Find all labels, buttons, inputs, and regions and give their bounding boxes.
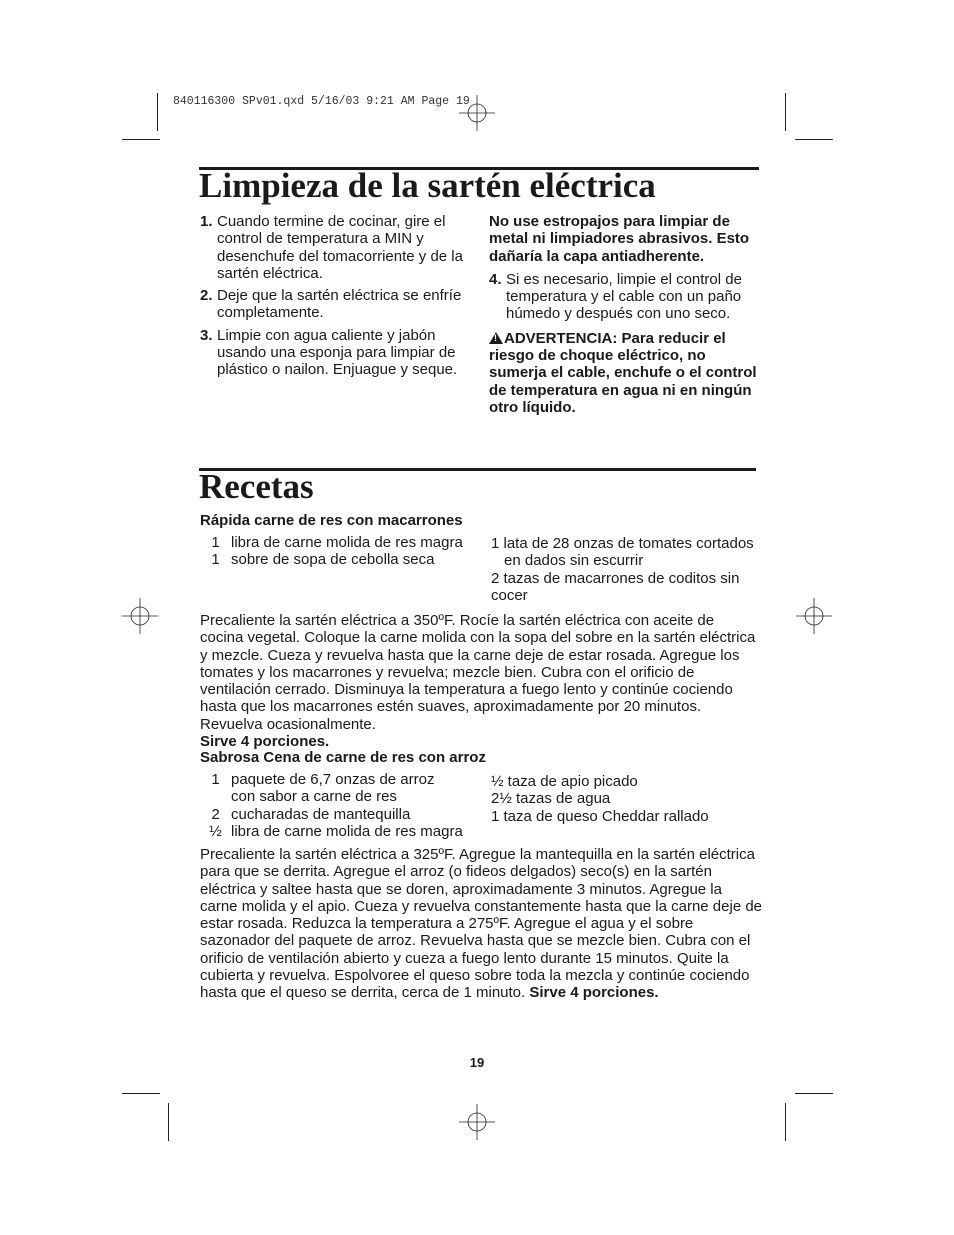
- printer-slug: 840116300 SPv01.qxd 5/16/03 9:21 AM Page 19: [173, 95, 470, 108]
- ingredient-item: ½ taza de apio picado: [491, 773, 638, 790]
- step-item: 4. Si es necesario, limpie el control de temperatura y el cable con un paño húmedo y después con uno seco.: [489, 270, 742, 323]
- ingredient-item: 1 paquete de 6,7 onzas de arroz con sabor a carne de res: [211, 771, 435, 806]
- recipe2-name: Sabrosa Cena de carne de res con arroz: [200, 749, 486, 766]
- registration-mark-icon: [796, 598, 832, 634]
- recipe1-ingredients-left: [200, 534, 475, 569]
- recipe2-serves: Sirve 4 porciones.: [529, 984, 659, 1002]
- registration-mark-icon: [122, 598, 158, 634]
- caution-text: No use estropajos para limpiar de metal ni limpiadores abrasivos. Esto dañaría la capa antiadherente.: [489, 213, 750, 265]
- step-item: 1. Cuando termine de cocinar, gire el control de temperatura a MIN y desenchufe del tomacorriente y de la sartén eléctrica.: [200, 213, 463, 282]
- page-number: 19: [469, 1055, 485, 1070]
- cleaning-title: Limpieza de la sartén eléctrica: [199, 166, 656, 205]
- ingredient-item: 2½ tazas de agua: [491, 790, 611, 808]
- ingredient-item: 1 sobre de sopa de cebolla seca: [211, 551, 435, 569]
- crop-mark: [122, 139, 160, 140]
- recipe1-name: Rápida carne de res con macarrones: [200, 512, 463, 529]
- recipe2-ingredients-right: [491, 773, 761, 825]
- step-item: 3. Limpie con agua caliente y jabón usando una esponja para limpiar de plástico o nailon. Enjuague y seque.: [200, 326, 458, 379]
- step-item: 2. Deje que la sartén eléctrica se enfríe completamente.: [200, 287, 462, 322]
- warning-icon: [489, 332, 503, 344]
- ingredient-item: 1 libra de carne molida de res magra: [211, 534, 463, 551]
- recipe1-serves: Sirve 4 porciones.: [200, 733, 330, 751]
- warning-text: ADVERTENCIA: Para reducir el riesgo de choque eléctrico, no sumerja el cable, enchufe o el control de temperatura en agua ni en ningún otro líquido.: [489, 329, 757, 416]
- recipes-title: Recetas: [199, 467, 314, 506]
- crop-mark: [122, 1093, 160, 1094]
- crop-mark: [795, 1093, 833, 1094]
- crop-mark: [795, 139, 833, 140]
- crop-mark: [168, 1103, 169, 1141]
- recipe2-method: [200, 846, 762, 1002]
- recipe2-method-text: Precaliente la sartén eléctrica a 325ºF. Agregue la mantequilla en la sartén eléctrica para que se derrita. Agregue el arroz (o fideos delgados) seco(s) en la sartén eléctrica y saltee hasta que se doren, aproximadamente 3 minutos. Agregue la carne molida y el apio. Cueza y revuelva constantemente hasta que la carne deje de estar rosada. Reduzca la temperatura a 275ºF. Agregue el agua y el sobre sazonador del paquete de arroz. Revuelva hasta que se mezcle bien. Cubra con el orificio de ventilación abierto y cueza a fuego lento durante 15 minutos. Quite la cubierta y revuelva. Espolvoree el queso sobre toda la mezcla y continúe cociendo hasta que el queso se derrita, cerca de 1 minuto.: [200, 846, 763, 1002]
- crop-mark: [785, 1103, 786, 1141]
- ingredient-item: ½ libra de carne molida de res magra: [209, 822, 463, 840]
- ingredient-item: 1 lata de 28 onzas de tomates cortados en dados sin escurrir: [491, 535, 754, 570]
- recipe1-method-text: Precaliente la sartén eléctrica a 350ºF. Rocíe la sartén eléctrica con aceite de cocina vegetal. Coloque la carne molida con la sopa del sobre en la sartén eléctrica y mezcle. Cueza y revuelva hasta que la carne deje de estar rosada. Agregue los tomates y los macarrones y revuelva; mezcle bien. Cubra con el orificio de ventilación cerrado. Disminuya la temperatura a fuego lento y continúe cociendo hasta que los macarrones estén suaves, aproximadamente por 20 minutos. Revuelva ocasionalmente.: [200, 612, 756, 733]
- ingredient-item: 1 taza de queso Cheddar rallado: [491, 807, 709, 825]
- crop-mark: [785, 93, 786, 131]
- crop-mark: [157, 93, 158, 131]
- cleaning-steps-right: [489, 213, 757, 416]
- warning-block: [489, 330, 757, 416]
- registration-mark-icon: [459, 1104, 495, 1140]
- ingredient-item: 2 tazas de macarrones de coditos sin cocer: [491, 569, 740, 604]
- cleaning-steps-left: [200, 213, 465, 384]
- recipe1-method: [200, 612, 760, 750]
- registration-mark-icon: [459, 95, 495, 131]
- ingredient-item: 2 cucharadas de mantequilla: [211, 805, 411, 823]
- recipe1-ingredients-right: [491, 535, 761, 604]
- recipe2-ingredients-left: [200, 771, 475, 840]
